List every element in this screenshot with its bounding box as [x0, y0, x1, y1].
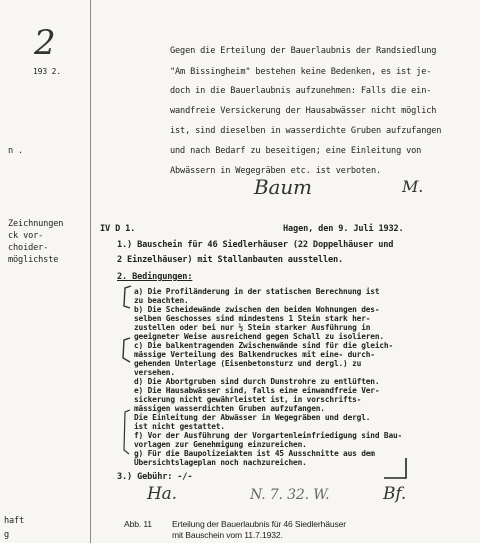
top-note-line: und nach Bedarf zu beseitigen; eine Einleitung von: [170, 146, 422, 156]
condition-line: b) Die Scheidewände zwischen den beiden Wohnungen des-: [134, 305, 380, 314]
condition-line: Übersichtslageplan noch nachzureichen.: [134, 458, 307, 467]
top-note-line: "Am Bissingheim" bestehen keine Bedenken, es ist je-: [170, 67, 432, 77]
margin-fragment: choider-: [8, 243, 49, 253]
condition-line: mässigen wasserdichten Gruben aufzufangen.: [134, 404, 325, 413]
conditions-heading: 2. Bedingungen:: [117, 272, 193, 282]
margin-dash-note: n .: [8, 146, 24, 156]
margin-date-fragment: 193 2.: [33, 67, 61, 76]
condition-line: geeigneter Weise ausreichend gegen Schall zu isolieren.: [134, 332, 384, 341]
condition-line: selben Geschosses sind mindestens 1 Stein stark her-: [134, 314, 371, 323]
signature-right: Bf.: [383, 484, 407, 504]
condition-line: vorlagen zur Genehmigung einzureichen.: [134, 440, 307, 449]
reference-number: IV D 1.: [100, 224, 136, 234]
handwritten-brackets: [118, 282, 138, 482]
condition-line: Die Einleitung der Abwässer in Wegegräben und dergl.: [134, 413, 371, 422]
condition-line: g) Für die Baupolizeiakten ist 45 Ausschnitte aus dem: [134, 449, 375, 458]
margin-fragment: haft: [4, 516, 25, 526]
margin-handwritten-number: 2: [34, 23, 56, 63]
handwritten-corner-mark: [376, 456, 416, 486]
condition-line: zustellen oder bei nur ½ Stein starker Ausführung in: [134, 323, 371, 332]
place-date: Hagen, den 9. Juli 1932.: [283, 224, 404, 234]
signature-left: Ha.: [147, 484, 177, 504]
condition-line: f) Vor der Ausführung der Vorgartenleinfriedigung sind Bau-: [134, 431, 403, 440]
top-note-line: Abwässern in Wegegräben etc. ist verboten.: [170, 166, 382, 176]
caption-line: Erteilung der Bauerlaubnis für 46 Siedlerhäuser: [172, 519, 347, 529]
figure-label: Abb. 11: [124, 519, 152, 529]
top-note-initial: M.: [402, 177, 424, 196]
condition-line: versehen.: [134, 368, 175, 377]
condition-line: ist nicht gestattet.: [134, 422, 225, 431]
caption-line: mit Bauschein vom 11.7.1932.: [172, 530, 283, 540]
margin-fragment: g: [4, 530, 10, 540]
condition-line: a) Die Profiländerung in der statischen Berechnung ist: [134, 287, 380, 296]
condition-line: sickerung nicht gewährleistet ist, in vorschrifts-: [134, 395, 362, 404]
condition-line: gehenden Unterlage (Eisenbetonsturz und dergl.) zu: [134, 359, 362, 368]
margin-fragment: Zeichnungen: [8, 219, 64, 229]
condition-line: zu beachten.: [134, 296, 189, 305]
item-1-line: 2 Einzelhäuser) mit Stallanbauten ausstellen.: [117, 255, 344, 265]
condition-line: e) Die Hausabwässer sind, falls eine einwandfreie Ver-: [134, 386, 380, 395]
top-note-line: doch in die Bauerlaubnis aufzunehmen: Falls die ein-: [170, 86, 432, 96]
condition-line: c) Die balkentragenden Zwischenwände sind für die gleich-: [134, 341, 394, 350]
page-edge-line: [90, 0, 91, 543]
fee-line: 3.) Gebühr: -/-: [117, 472, 193, 482]
margin-fragment: ck vor-: [8, 231, 44, 241]
top-note-line: Gegen die Erteilung der Bauerlaubnis der Randsiedlung: [170, 46, 437, 56]
signature-middle-stamp: N. 7. 32. W.: [250, 487, 330, 503]
top-note-line: ist, sind dieselben in wasserdichte Gruben aufzufangen: [170, 126, 442, 136]
margin-fragment: möglichste: [8, 255, 59, 265]
top-note-line: wandfreie Versickerung der Hausabwässer nicht möglich: [170, 106, 437, 116]
item-1-line: 1.) Bauschein für 46 Siedlerhäuser (22 Doppelhäuser und: [117, 240, 394, 250]
top-note-signature: Baum: [254, 175, 312, 199]
condition-line: d) Die Abortgruben sind durch Dunstrohre zu entlüften.: [134, 377, 380, 386]
condition-line: mässige Verteilung des Balkendruckes mit eine- durch-: [134, 350, 375, 359]
